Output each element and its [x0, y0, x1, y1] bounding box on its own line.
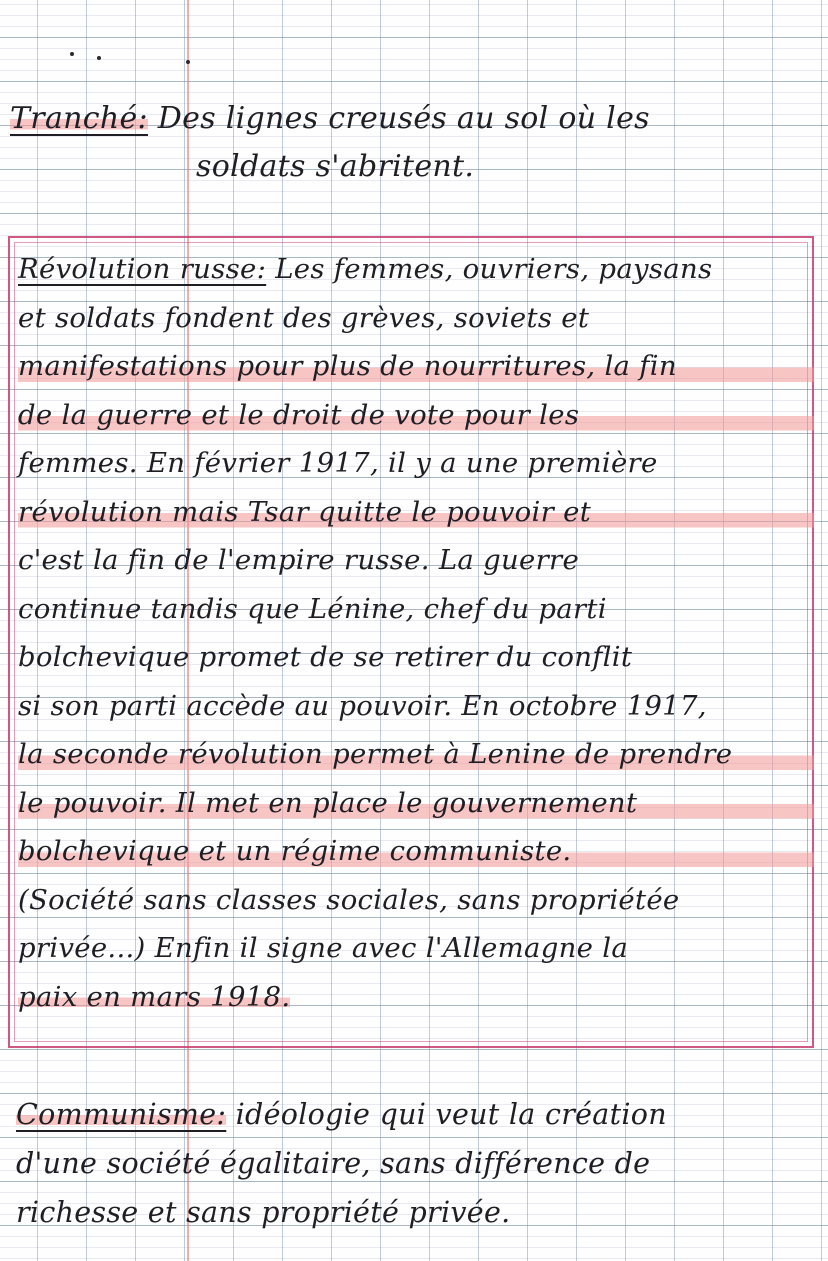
definition-term: Tranché: [10, 101, 148, 136]
definition-line: manifestations pour plus de nourritures, la fin [18, 342, 814, 391]
definition-line: (Société sans classes sociales, sans propriétée [18, 883, 680, 916]
definition-line: le pouvoir. Il met en place le gouvernement [18, 779, 814, 828]
definition-line: bolchevique et un régime communiste. [18, 827, 814, 876]
definition-line [10, 95, 650, 143]
definition-term: Révolution russe: [18, 253, 267, 285]
definition-line: femmes. En février 1917, il y a une première [18, 447, 658, 479]
definition-text: Des lignes creusés au sol où les [157, 101, 650, 136]
definition-line: c'est la fin de l'empire russe. La guerre [18, 544, 580, 576]
definition-line: privée...) Enfin il signe avec l'Allemagne la [18, 932, 629, 964]
definition-line: révolution mais Tsar quitte le pouvoir et [18, 488, 814, 537]
definition-revolution-russe [18, 245, 814, 1021]
definition-communisme [16, 1090, 667, 1237]
paper-dot [97, 56, 101, 60]
definition-line [18, 245, 814, 294]
definition-line: richesse et sans propriété privée. [16, 1196, 511, 1229]
definition-term: Communisme: [16, 1098, 227, 1131]
definition-line: la seconde révolution permet à Lenine de prendre [18, 730, 814, 779]
definition-line: d'une société égalitaire, sans différence de [16, 1147, 651, 1180]
definition-text: Les femmes, ouvriers, paysans [275, 253, 713, 285]
definition-line [18, 973, 814, 1022]
definition-line: et soldats fondent des grèves, soviets et [18, 301, 590, 334]
paper-dot [186, 60, 190, 64]
paper-dot [70, 52, 74, 56]
definition-tranche [10, 95, 650, 191]
highlighted-text: paix en mars 1918. [18, 980, 291, 1013]
definition-line: bolchevique promet de se retirer du conflit [18, 641, 633, 673]
definition-line: de la guerre et le droit de vote pour les [18, 391, 814, 440]
definition-line [16, 1090, 667, 1139]
definition-text: idéologie qui veut la création [235, 1098, 667, 1131]
definition-line: si son parti accède au pouvoir. En octobre 1917, [18, 689, 707, 722]
definition-line: continue tandis que Lénine, chef du parti [18, 592, 607, 625]
definition-line: soldats s'abritent. [196, 149, 475, 184]
